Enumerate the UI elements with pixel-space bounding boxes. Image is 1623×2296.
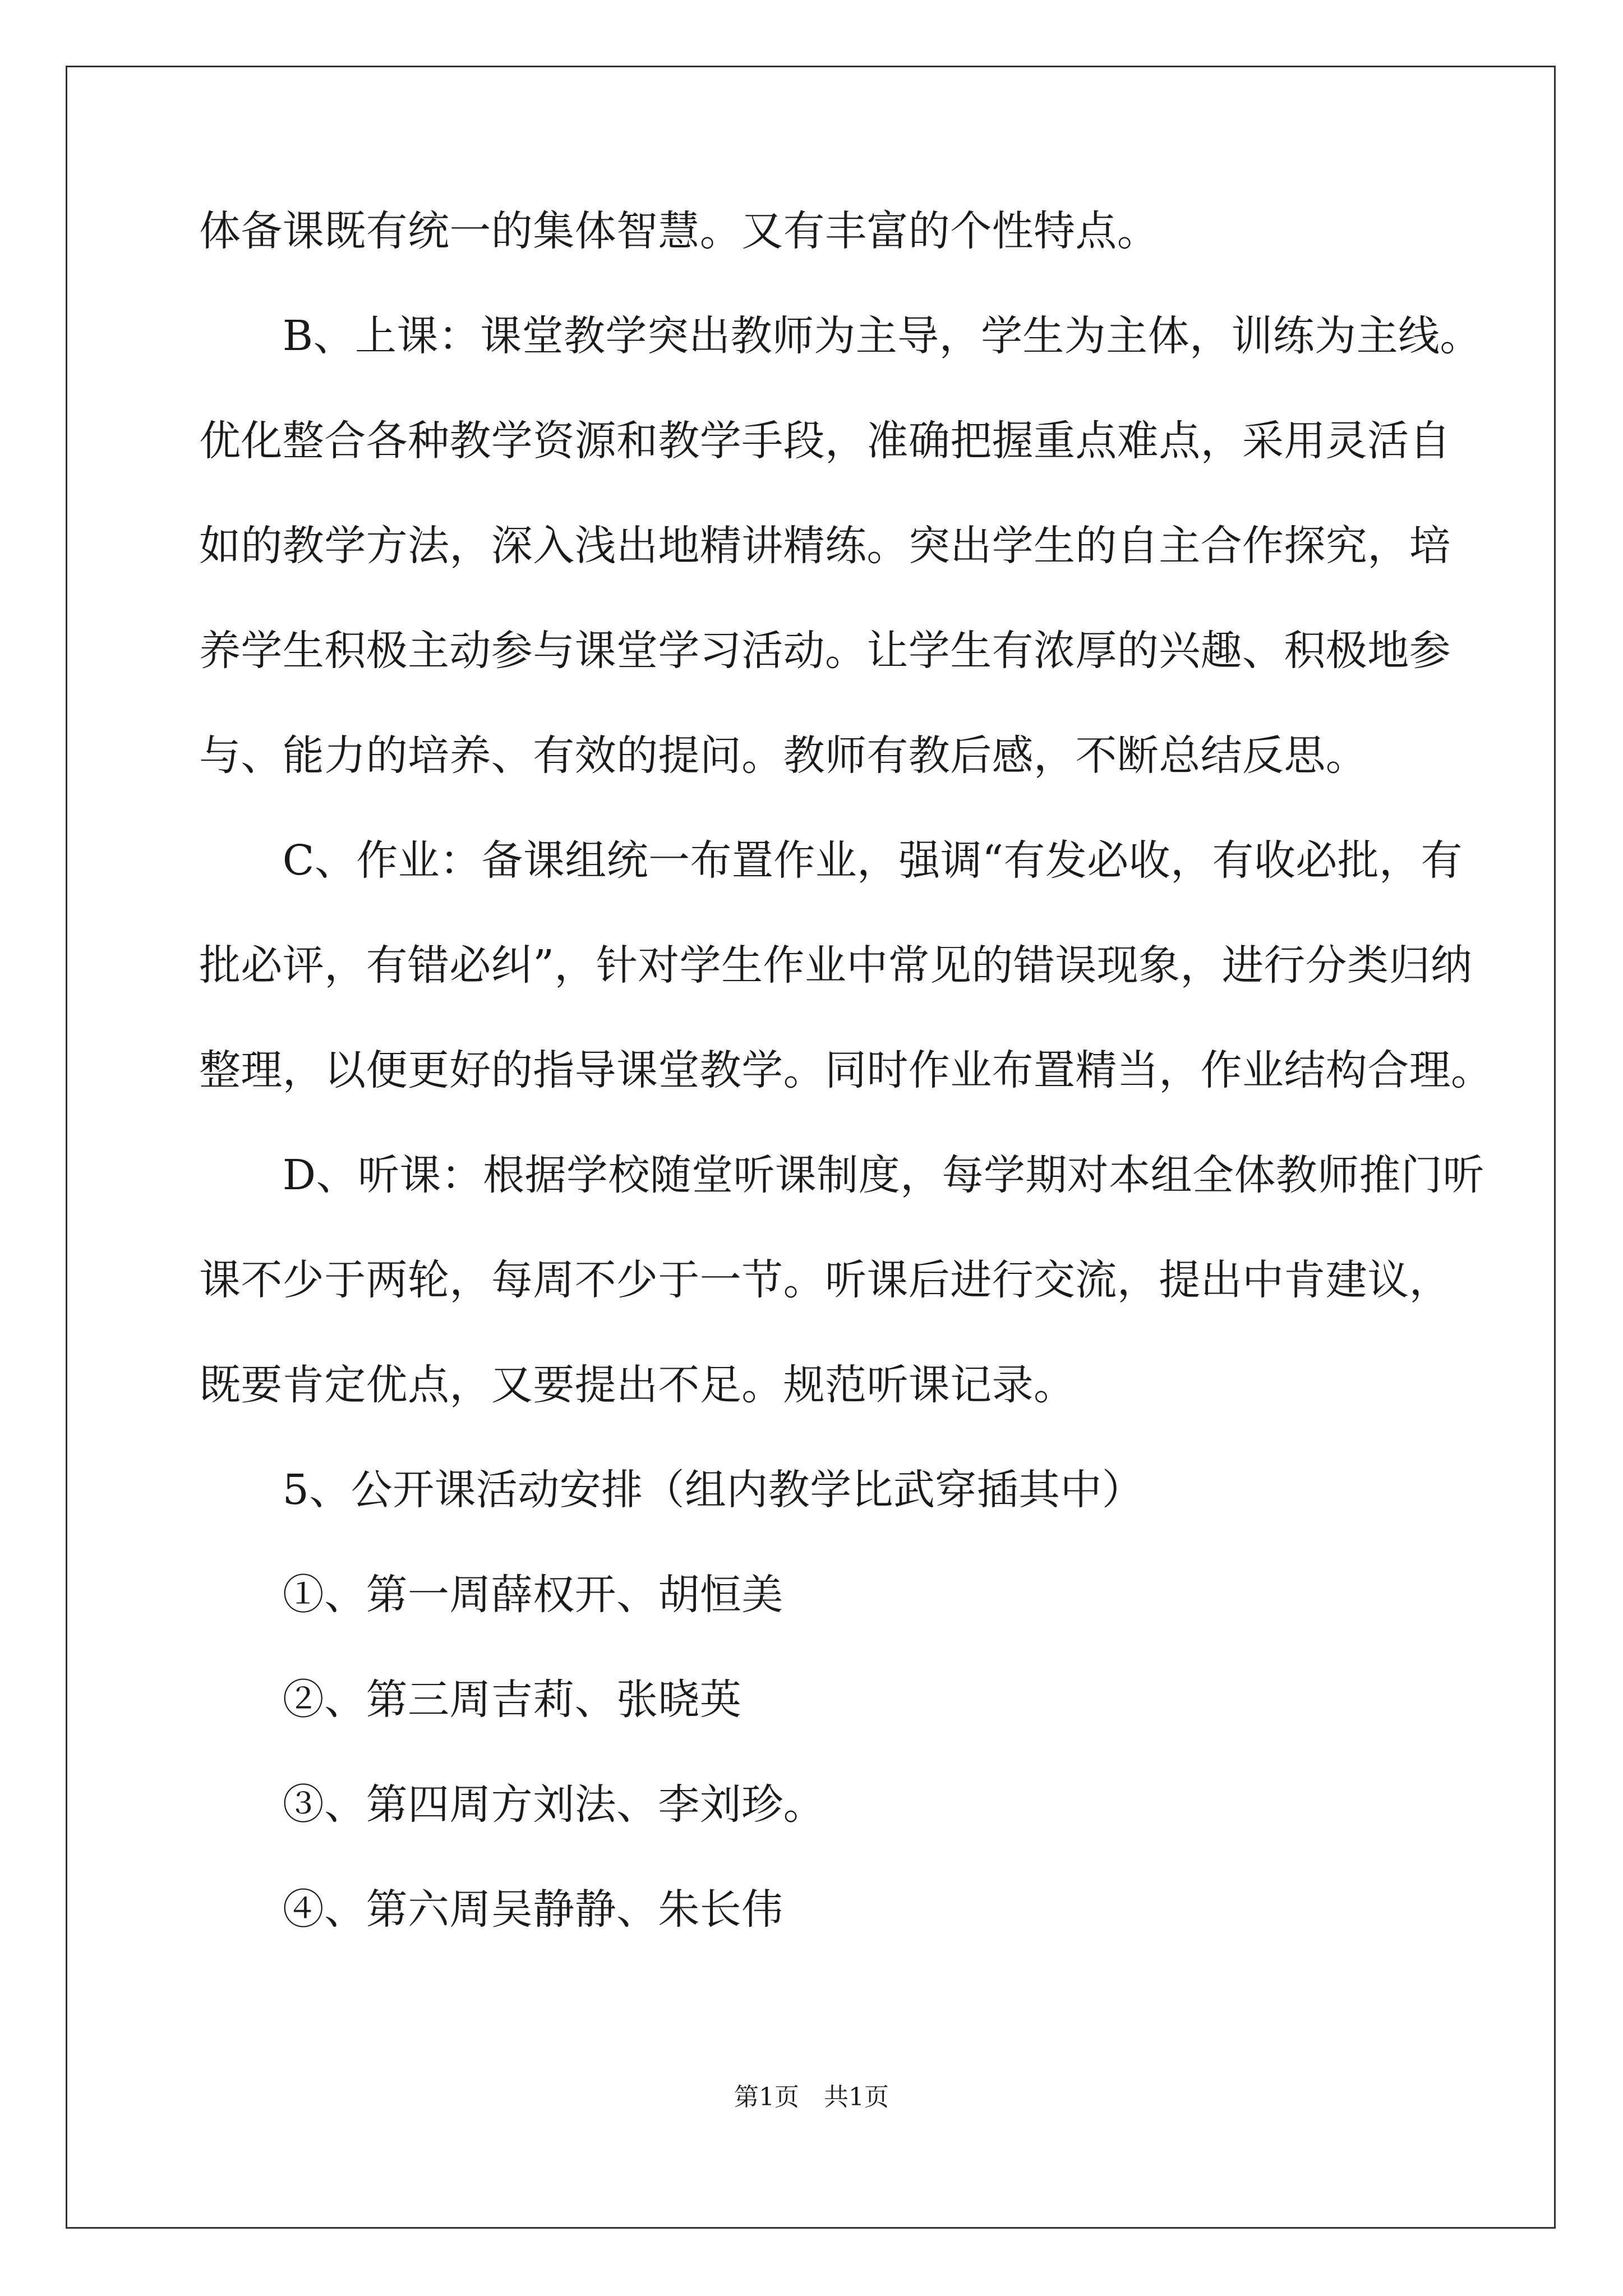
text-line: ③、第四周方刘法、李刘珍。 [199, 1780, 825, 1829]
text-line: 课不少于两轮，每周不少于一节。听课后进行交流，提出中肯建议， [199, 1256, 1451, 1304]
text-line: 5、公开课活动安排（组内教学比武穿插其中） [199, 1466, 1144, 1514]
text-line: 如的教学方法，深入浅出地精讲精练。突出学生的自主合作探究，培 [199, 522, 1451, 570]
text-line: 优化整合各种教学资源和教学手段，准确把握重点难点，采用灵活自 [199, 417, 1451, 465]
page-number-footer: 第1页 共1页 [734, 2083, 889, 2111]
text-line: 整理，以便更好的指导课堂教学。同时作业布置精当，作业结构合理。 [199, 1046, 1493, 1094]
text-line: C、作业：备课组统一布置作业，强调“有发必收，有收必批，有 [199, 836, 1463, 885]
text-line: ①、第一周薛权开、胡恒美 [199, 1571, 783, 1619]
text-line: 养学生积极主动参与课堂学习活动。让学生有浓厚的兴趣、积极地参 [199, 627, 1451, 675]
text-line: 既要肯定优点，又要提出不足。规范听课记录。 [199, 1361, 1076, 1409]
text-line: B、上课：课堂教学突出教师为主导，学生为主体，训练为主线。 [199, 312, 1482, 360]
text-line: ②、第三周吉莉、张晓英 [199, 1676, 742, 1724]
text-line: 体备课既有统一的集体智慧。又有丰富的个性特点。 [199, 207, 1159, 255]
text-line: 批必评，有错必纠”，针对学生作业中常见的错误现象，进行分类归纳 [199, 941, 1473, 990]
text-line: ④、第六周吴静静、朱长伟 [199, 1885, 783, 1934]
text-line: 与、能力的培养、有效的提问。教师有教后感，不断总结反思。 [199, 731, 1368, 780]
text-line: D、听课：根据学校随堂听课制度，每学期对本组全体教师推门听 [199, 1151, 1484, 1199]
